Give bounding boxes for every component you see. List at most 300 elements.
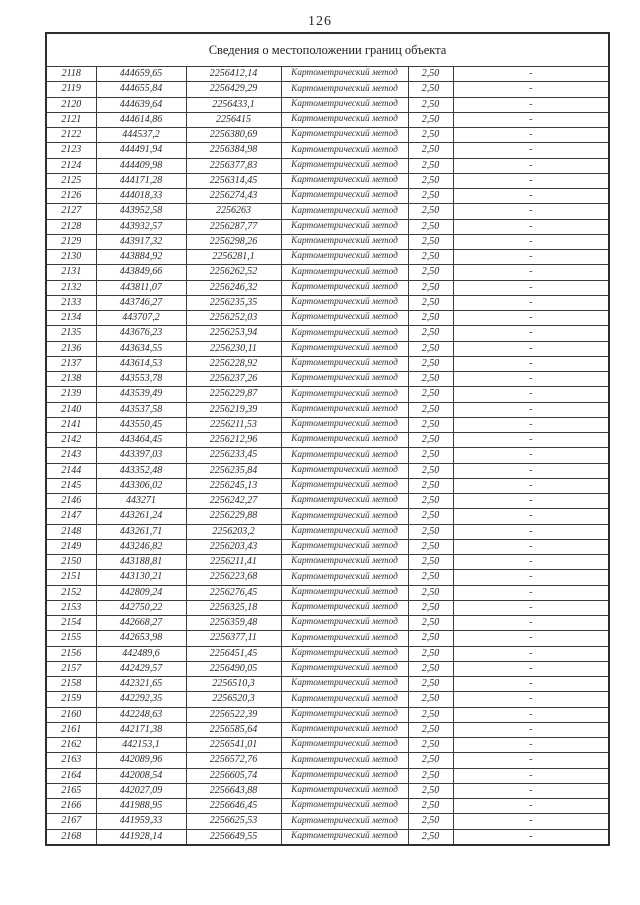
description-cell: -: [453, 250, 609, 265]
x-coordinate-cell: 442489,6: [96, 646, 186, 661]
table-row: [46, 234, 609, 249]
y-coordinate-cell: 2256203,43: [186, 539, 281, 554]
point-number-cell: 2122: [46, 128, 96, 143]
table-row: [46, 417, 609, 432]
point-number-cell: 2145: [46, 478, 96, 493]
precision-cell: 2,50: [408, 753, 453, 768]
precision-cell: 2,50: [408, 600, 453, 615]
method-cell: Картометрический метод: [281, 631, 408, 646]
method-cell: Картометрический метод: [281, 738, 408, 753]
precision-cell: 2,50: [408, 738, 453, 753]
precision-cell: 2,50: [408, 524, 453, 539]
precision-cell: 2,50: [408, 341, 453, 356]
x-coordinate-cell: 443811,07: [96, 280, 186, 295]
x-coordinate-cell: 443932,57: [96, 219, 186, 234]
precision-cell: 2,50: [408, 234, 453, 249]
method-cell: Картометрический метод: [281, 524, 408, 539]
method-cell: Картометрический метод: [281, 219, 408, 234]
table-row: [46, 494, 609, 509]
point-number-cell: 2154: [46, 616, 96, 631]
table-row: [46, 265, 609, 280]
table-row: [46, 646, 609, 661]
x-coordinate-cell: 443261,71: [96, 524, 186, 539]
precision-cell: 2,50: [408, 112, 453, 127]
precision-cell: 2,50: [408, 387, 453, 402]
precision-cell: 2,50: [408, 143, 453, 158]
x-coordinate-cell: 444655,84: [96, 82, 186, 97]
y-coordinate-cell: 2256384,98: [186, 143, 281, 158]
precision-cell: 2,50: [408, 219, 453, 234]
method-cell: Картометрический метод: [281, 417, 408, 432]
point-number-cell: 2130: [46, 250, 96, 265]
point-number-cell: 2123: [46, 143, 96, 158]
precision-cell: 2,50: [408, 661, 453, 676]
description-cell: -: [453, 387, 609, 402]
table-row: [46, 372, 609, 387]
description-cell: -: [453, 707, 609, 722]
precision-cell: 2,50: [408, 631, 453, 646]
point-number-cell: 2153: [46, 600, 96, 615]
y-coordinate-cell: 2256325,18: [186, 600, 281, 615]
point-number-cell: 2151: [46, 570, 96, 585]
method-cell: Картометрический метод: [281, 585, 408, 600]
description-cell: -: [453, 692, 609, 707]
x-coordinate-cell: 443676,23: [96, 326, 186, 341]
y-coordinate-cell: 2256605,74: [186, 768, 281, 783]
table-row: [46, 387, 609, 402]
method-cell: Картометрический метод: [281, 616, 408, 631]
x-coordinate-cell: 443550,45: [96, 417, 186, 432]
method-cell: Картометрический метод: [281, 829, 408, 845]
table-row: [46, 295, 609, 310]
table-row: [46, 768, 609, 783]
description-cell: -: [453, 631, 609, 646]
y-coordinate-cell: 2256211,41: [186, 555, 281, 570]
y-coordinate-cell: 2256246,32: [186, 280, 281, 295]
description-cell: -: [453, 280, 609, 295]
description-cell: -: [453, 494, 609, 509]
point-number-cell: 2147: [46, 509, 96, 524]
description-cell: -: [453, 768, 609, 783]
method-cell: Картометрический метод: [281, 234, 408, 249]
table-row: [46, 555, 609, 570]
precision-cell: 2,50: [408, 311, 453, 326]
x-coordinate-cell: 444018,33: [96, 189, 186, 204]
precision-cell: 2,50: [408, 692, 453, 707]
x-coordinate-cell: 443707,2: [96, 311, 186, 326]
description-cell: -: [453, 539, 609, 554]
x-coordinate-cell: 444659,65: [96, 67, 186, 82]
table-row: [46, 539, 609, 554]
point-number-cell: 2165: [46, 783, 96, 798]
table-row: [46, 692, 609, 707]
table-row: [46, 280, 609, 295]
x-coordinate-cell: 443553,78: [96, 372, 186, 387]
point-number-cell: 2119: [46, 82, 96, 97]
y-coordinate-cell: 2256643,88: [186, 783, 281, 798]
x-coordinate-cell: 442321,65: [96, 677, 186, 692]
method-cell: Картометрический метод: [281, 646, 408, 661]
point-number-cell: 2148: [46, 524, 96, 539]
point-number-cell: 2138: [46, 372, 96, 387]
point-number-cell: 2155: [46, 631, 96, 646]
description-cell: -: [453, 219, 609, 234]
table-row: [46, 356, 609, 371]
y-coordinate-cell: 2256646,45: [186, 799, 281, 814]
description-cell: -: [453, 112, 609, 127]
x-coordinate-cell: 443306,02: [96, 478, 186, 493]
y-coordinate-cell: 2256229,87: [186, 387, 281, 402]
precision-cell: 2,50: [408, 570, 453, 585]
y-coordinate-cell: 2256223,68: [186, 570, 281, 585]
boundary-coordinates-table: [45, 32, 610, 846]
table-row: [46, 250, 609, 265]
precision-cell: 2,50: [408, 509, 453, 524]
x-coordinate-cell: 443397,03: [96, 448, 186, 463]
precision-cell: 2,50: [408, 616, 453, 631]
method-cell: Картометрический метод: [281, 433, 408, 448]
x-coordinate-cell: 442429,57: [96, 661, 186, 676]
description-cell: -: [453, 661, 609, 676]
precision-cell: 2,50: [408, 356, 453, 371]
description-cell: -: [453, 173, 609, 188]
y-coordinate-cell: 2256252,03: [186, 311, 281, 326]
method-cell: Картометрический метод: [281, 82, 408, 97]
table-row: [46, 341, 609, 356]
y-coordinate-cell: 2256253,94: [186, 326, 281, 341]
table-row: [46, 677, 609, 692]
method-cell: Картометрический метод: [281, 311, 408, 326]
y-coordinate-cell: 2256433,1: [186, 97, 281, 112]
description-cell: -: [453, 82, 609, 97]
precision-cell: 2,50: [408, 402, 453, 417]
point-number-cell: 2140: [46, 402, 96, 417]
precision-cell: 2,50: [408, 189, 453, 204]
x-coordinate-cell: 443130,21: [96, 570, 186, 585]
description-cell: -: [453, 341, 609, 356]
boundary-table-body: [46, 67, 609, 846]
x-coordinate-cell: 442653,98: [96, 631, 186, 646]
method-cell: Картометрический метод: [281, 112, 408, 127]
precision-cell: 2,50: [408, 82, 453, 97]
method-cell: Картометрический метод: [281, 372, 408, 387]
method-cell: Картометрический метод: [281, 402, 408, 417]
point-number-cell: 2144: [46, 463, 96, 478]
description-cell: -: [453, 158, 609, 173]
point-number-cell: 2129: [46, 234, 96, 249]
point-number-cell: 2167: [46, 814, 96, 829]
point-number-cell: 2142: [46, 433, 96, 448]
table-row: [46, 478, 609, 493]
y-coordinate-cell: 2256412,14: [186, 67, 281, 82]
description-cell: -: [453, 524, 609, 539]
y-coordinate-cell: 2256520,3: [186, 692, 281, 707]
point-number-cell: 2143: [46, 448, 96, 463]
table-row: [46, 204, 609, 219]
x-coordinate-cell: 443849,66: [96, 265, 186, 280]
x-coordinate-cell: 443246,82: [96, 539, 186, 554]
description-cell: -: [453, 814, 609, 829]
y-coordinate-cell: 2256235,84: [186, 463, 281, 478]
y-coordinate-cell: 2256359,48: [186, 616, 281, 631]
method-cell: Картометрический метод: [281, 356, 408, 371]
x-coordinate-cell: 444537,2: [96, 128, 186, 143]
point-number-cell: 2120: [46, 97, 96, 112]
description-cell: -: [453, 372, 609, 387]
description-cell: -: [453, 311, 609, 326]
method-cell: Картометрический метод: [281, 173, 408, 188]
method-cell: Картометрический метод: [281, 265, 408, 280]
table-row: [46, 143, 609, 158]
description-cell: -: [453, 204, 609, 219]
y-coordinate-cell: 2256287,77: [186, 219, 281, 234]
precision-cell: 2,50: [408, 97, 453, 112]
y-coordinate-cell: 2256274,43: [186, 189, 281, 204]
method-cell: Картометрический метод: [281, 768, 408, 783]
point-number-cell: 2121: [46, 112, 96, 127]
description-cell: -: [453, 67, 609, 82]
precision-cell: 2,50: [408, 585, 453, 600]
method-cell: Картометрический метод: [281, 722, 408, 737]
y-coordinate-cell: 2256585,64: [186, 722, 281, 737]
description-cell: -: [453, 478, 609, 493]
table-row: [46, 128, 609, 143]
method-cell: Картометрический метод: [281, 600, 408, 615]
table-title-row: [46, 33, 609, 67]
method-cell: Картометрический метод: [281, 280, 408, 295]
description-cell: -: [453, 189, 609, 204]
point-number-cell: 2159: [46, 692, 96, 707]
precision-cell: 2,50: [408, 250, 453, 265]
y-coordinate-cell: 2256262,52: [186, 265, 281, 280]
precision-cell: 2,50: [408, 555, 453, 570]
point-number-cell: 2126: [46, 189, 96, 204]
y-coordinate-cell: 2256625,53: [186, 814, 281, 829]
point-number-cell: 2124: [46, 158, 96, 173]
description-cell: -: [453, 616, 609, 631]
y-coordinate-cell: 2256245,13: [186, 478, 281, 493]
description-cell: -: [453, 128, 609, 143]
method-cell: Картометрический метод: [281, 448, 408, 463]
table-row: [46, 707, 609, 722]
description-cell: -: [453, 356, 609, 371]
method-cell: Картометрический метод: [281, 128, 408, 143]
description-cell: -: [453, 722, 609, 737]
table-row: [46, 738, 609, 753]
x-coordinate-cell: 442089,96: [96, 753, 186, 768]
table-row: [46, 631, 609, 646]
description-cell: -: [453, 402, 609, 417]
precision-cell: 2,50: [408, 280, 453, 295]
y-coordinate-cell: 2256510,3: [186, 677, 281, 692]
x-coordinate-cell: 444614,86: [96, 112, 186, 127]
point-number-cell: 2163: [46, 753, 96, 768]
precision-cell: 2,50: [408, 494, 453, 509]
table-row: [46, 616, 609, 631]
x-coordinate-cell: 441928,14: [96, 829, 186, 845]
description-cell: -: [453, 326, 609, 341]
y-coordinate-cell: 2256429,29: [186, 82, 281, 97]
method-cell: Картометрический метод: [281, 97, 408, 112]
x-coordinate-cell: 442248,63: [96, 707, 186, 722]
y-coordinate-cell: 2256203,2: [186, 524, 281, 539]
table-row: [46, 158, 609, 173]
precision-cell: 2,50: [408, 158, 453, 173]
precision-cell: 2,50: [408, 829, 453, 845]
point-number-cell: 2135: [46, 326, 96, 341]
precision-cell: 2,50: [408, 326, 453, 341]
description-cell: -: [453, 234, 609, 249]
table-row: [46, 433, 609, 448]
x-coordinate-cell: 442153,1: [96, 738, 186, 753]
y-coordinate-cell: 2256649,55: [186, 829, 281, 845]
y-coordinate-cell: 2256490,05: [186, 661, 281, 676]
y-coordinate-cell: 2256235,35: [186, 295, 281, 310]
description-cell: -: [453, 143, 609, 158]
method-cell: Картометрический метод: [281, 677, 408, 692]
point-number-cell: 2134: [46, 311, 96, 326]
table-row: [46, 570, 609, 585]
table-row: [46, 829, 609, 845]
x-coordinate-cell: 442292,35: [96, 692, 186, 707]
table-row: [46, 661, 609, 676]
y-coordinate-cell: 2256228,92: [186, 356, 281, 371]
table-row: [46, 97, 609, 112]
method-cell: Картометрический метод: [281, 158, 408, 173]
table-title: Сведения о местоположении границ объекта: [46, 33, 609, 67]
y-coordinate-cell: 2256415: [186, 112, 281, 127]
point-number-cell: 2152: [46, 585, 96, 600]
table-row: [46, 509, 609, 524]
precision-cell: 2,50: [408, 478, 453, 493]
method-cell: Картометрический метод: [281, 539, 408, 554]
x-coordinate-cell: 442668,27: [96, 616, 186, 631]
method-cell: Картометрический метод: [281, 478, 408, 493]
y-coordinate-cell: 2256380,69: [186, 128, 281, 143]
page-number: 126: [308, 14, 332, 29]
description-cell: -: [453, 97, 609, 112]
description-cell: -: [453, 646, 609, 661]
precision-cell: 2,50: [408, 128, 453, 143]
precision-cell: 2,50: [408, 433, 453, 448]
table-row: [46, 585, 609, 600]
precision-cell: 2,50: [408, 646, 453, 661]
table-row: [46, 783, 609, 798]
precision-cell: 2,50: [408, 539, 453, 554]
point-number-cell: 2118: [46, 67, 96, 82]
precision-cell: 2,50: [408, 372, 453, 387]
table-row: [46, 67, 609, 82]
method-cell: Картометрический метод: [281, 692, 408, 707]
point-number-cell: 2166: [46, 799, 96, 814]
y-coordinate-cell: 2256276,45: [186, 585, 281, 600]
table-row: [46, 82, 609, 97]
precision-cell: 2,50: [408, 799, 453, 814]
table-row: [46, 722, 609, 737]
point-number-cell: 2168: [46, 829, 96, 845]
x-coordinate-cell: 443634,55: [96, 341, 186, 356]
x-coordinate-cell: 442008,54: [96, 768, 186, 783]
method-cell: Картометрический метод: [281, 326, 408, 341]
method-cell: Картометрический метод: [281, 783, 408, 798]
x-coordinate-cell: 443952,58: [96, 204, 186, 219]
x-coordinate-cell: 444171,28: [96, 173, 186, 188]
point-number-cell: 2150: [46, 555, 96, 570]
x-coordinate-cell: 443614,53: [96, 356, 186, 371]
y-coordinate-cell: 2256219,39: [186, 402, 281, 417]
x-coordinate-cell: 443537,58: [96, 402, 186, 417]
point-number-cell: 2133: [46, 295, 96, 310]
x-coordinate-cell: 441959,33: [96, 814, 186, 829]
description-cell: -: [453, 433, 609, 448]
point-number-cell: 2162: [46, 738, 96, 753]
table-row: [46, 753, 609, 768]
precision-cell: 2,50: [408, 173, 453, 188]
point-number-cell: 2127: [46, 204, 96, 219]
description-cell: -: [453, 448, 609, 463]
y-coordinate-cell: 2256263: [186, 204, 281, 219]
x-coordinate-cell: 442809,24: [96, 585, 186, 600]
precision-cell: 2,50: [408, 463, 453, 478]
description-cell: -: [453, 295, 609, 310]
precision-cell: 2,50: [408, 707, 453, 722]
method-cell: Картометрический метод: [281, 67, 408, 82]
description-cell: -: [453, 600, 609, 615]
point-number-cell: 2157: [46, 661, 96, 676]
method-cell: Картометрический метод: [281, 555, 408, 570]
y-coordinate-cell: 2256522,39: [186, 707, 281, 722]
x-coordinate-cell: 443539,49: [96, 387, 186, 402]
method-cell: Картометрический метод: [281, 753, 408, 768]
description-cell: -: [453, 738, 609, 753]
point-number-cell: 2132: [46, 280, 96, 295]
y-coordinate-cell: 2256541,01: [186, 738, 281, 753]
y-coordinate-cell: 2256314,45: [186, 173, 281, 188]
x-coordinate-cell: 443464,45: [96, 433, 186, 448]
precision-cell: 2,50: [408, 204, 453, 219]
precision-cell: 2,50: [408, 783, 453, 798]
method-cell: Картометрический метод: [281, 295, 408, 310]
point-number-cell: 2136: [46, 341, 96, 356]
x-coordinate-cell: 442750,22: [96, 600, 186, 615]
point-number-cell: 2164: [46, 768, 96, 783]
point-number-cell: 2158: [46, 677, 96, 692]
method-cell: Картометрический метод: [281, 189, 408, 204]
y-coordinate-cell: 2256212,96: [186, 433, 281, 448]
method-cell: Картометрический метод: [281, 509, 408, 524]
y-coordinate-cell: 2256451,45: [186, 646, 281, 661]
method-cell: Картометрический метод: [281, 387, 408, 402]
point-number-cell: 2125: [46, 173, 96, 188]
x-coordinate-cell: 443261,24: [96, 509, 186, 524]
table-row: [46, 173, 609, 188]
x-coordinate-cell: 442171,38: [96, 722, 186, 737]
y-coordinate-cell: 2256229,88: [186, 509, 281, 524]
description-cell: -: [453, 677, 609, 692]
table-row: [46, 311, 609, 326]
point-number-cell: 2161: [46, 722, 96, 737]
x-coordinate-cell: 443884,92: [96, 250, 186, 265]
y-coordinate-cell: 2256572,76: [186, 753, 281, 768]
table-row: [46, 326, 609, 341]
method-cell: Картометрический метод: [281, 143, 408, 158]
x-coordinate-cell: 444491,94: [96, 143, 186, 158]
method-cell: Картометрический метод: [281, 661, 408, 676]
y-coordinate-cell: 2256377,83: [186, 158, 281, 173]
precision-cell: 2,50: [408, 448, 453, 463]
method-cell: Картометрический метод: [281, 341, 408, 356]
method-cell: Картометрический метод: [281, 463, 408, 478]
